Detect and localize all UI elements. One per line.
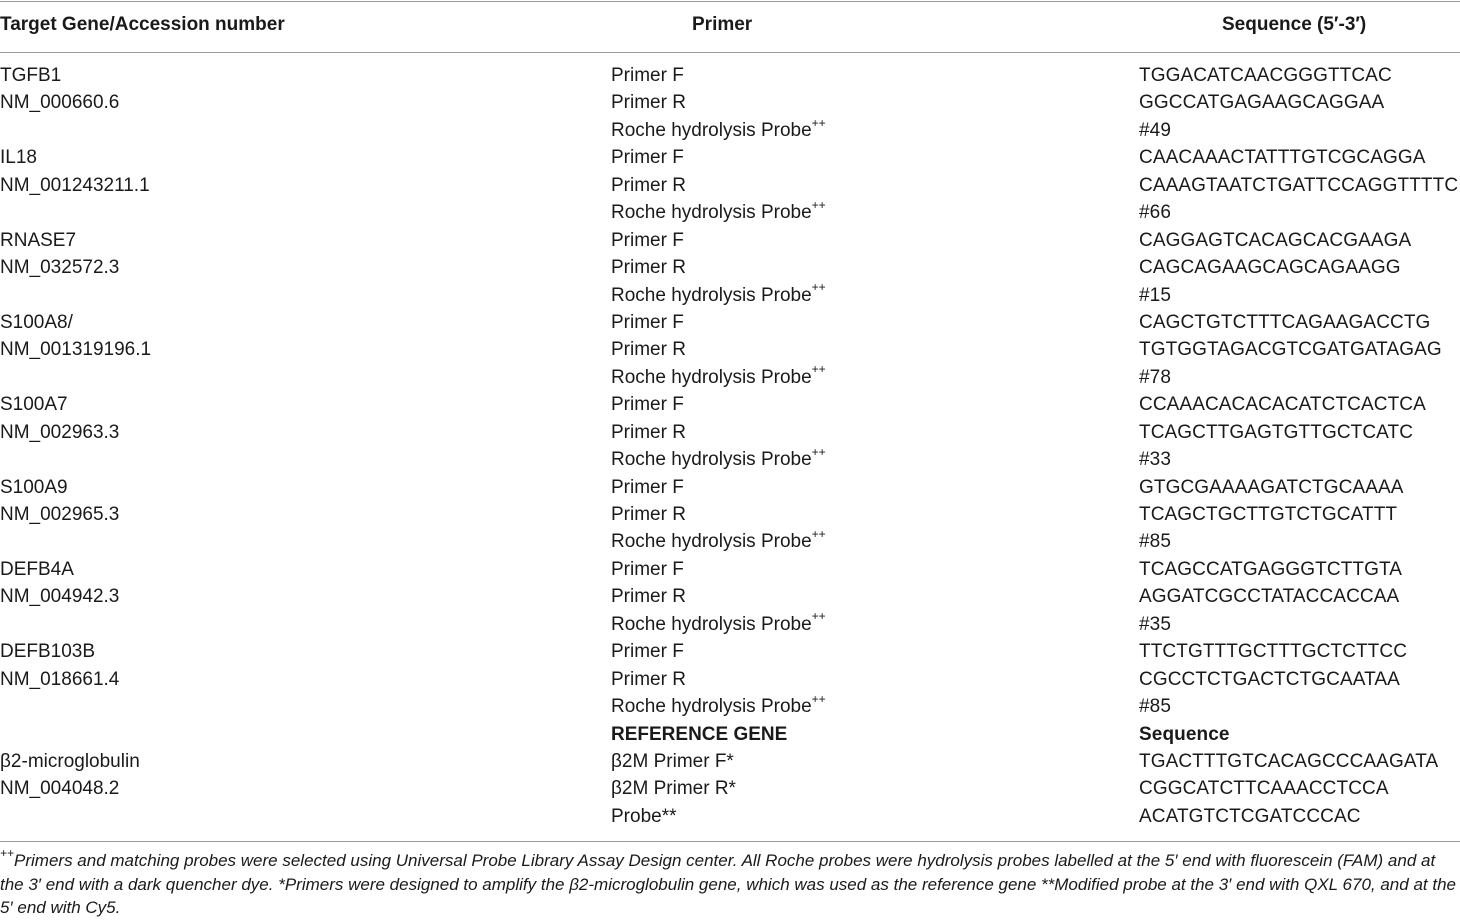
cell-gene: TGFB1 <box>0 65 62 86</box>
cell-primer <box>611 446 826 473</box>
cell-sequence: #15 <box>1139 284 1172 306</box>
table-row <box>0 528 1460 555</box>
cell-primer <box>611 254 686 281</box>
table-row <box>0 227 1460 254</box>
cell-primer <box>611 501 686 528</box>
cell-sequence: CAGCAGAAGCAGCAGAAGG <box>1139 257 1401 279</box>
cell-sequence: CGCCTCTGACTCTGCAATAA <box>1139 668 1400 690</box>
cell-gene: NM_000660.6 <box>0 92 120 114</box>
cell-sequence: CCAAACACACACATCTCACTCA <box>1139 394 1426 416</box>
table-row <box>0 89 1460 116</box>
table-header <box>0 14 1460 40</box>
cell-gene: NM_001319196.1 <box>0 339 152 361</box>
table-row <box>0 364 1460 391</box>
table-row <box>0 583 1460 610</box>
cell-sequence: #66 <box>1139 202 1172 224</box>
cell-gene: NM_018661.4 <box>0 668 120 690</box>
cell-primer-text: Primer F <box>611 65 684 86</box>
cell-sequence: TGTGGTAGACGTCGATGATAGAG <box>1139 339 1442 361</box>
cell-primer-text: Roche hydrolysis Probe <box>611 696 812 718</box>
footnote-marker: ++ <box>0 846 15 861</box>
cell-sequence: GGCCATGAGAAGCAGGAA <box>1139 92 1385 114</box>
cell-primer-text: Primer R <box>611 504 686 525</box>
cell-gene: NM_004942.3 <box>0 586 120 608</box>
cell-primer-text: Roche hydrolysis Probe <box>611 202 812 224</box>
table-row <box>0 803 1460 830</box>
cell-primer-text: Primer R <box>611 586 686 608</box>
table-row <box>0 254 1460 281</box>
cell-primer-sup: ++ <box>811 115 826 130</box>
cell-gene: IL18 <box>0 147 37 169</box>
cell-sequence: CAGGAGTCACAGCACGAAGA <box>1139 229 1412 251</box>
cell-primer-text: Primer R <box>611 421 686 443</box>
cell-primer <box>611 775 736 802</box>
cell-gene: NM_002965.3 <box>0 504 120 525</box>
cell-primer-sup: ++ <box>811 280 826 295</box>
cell-sequence: CAGCTGTCTTTCAGAAGACCTG <box>1139 311 1431 333</box>
cell-primer <box>611 227 684 254</box>
table-row <box>0 721 1460 748</box>
cell-primer-text: Primer R <box>611 668 686 690</box>
cell-primer-sup: ++ <box>811 362 826 377</box>
header-gene: Target Gene/Accession number <box>0 14 285 35</box>
cell-sequence: #85 <box>1139 531 1172 553</box>
cell-primer <box>611 474 684 501</box>
cell-gene: RNASE7 <box>0 229 77 251</box>
cell-primer <box>611 803 677 830</box>
cell-gene: S100A8/ <box>0 311 73 333</box>
table-row <box>0 117 1460 144</box>
cell-gene: S100A7 <box>0 394 68 416</box>
cell-primer <box>611 419 686 446</box>
cell-sequence: Sequence <box>1139 723 1230 745</box>
cell-sequence: #49 <box>1139 119 1172 141</box>
cell-primer-text: Primer R <box>611 257 686 279</box>
footnote-text: Primers and matching probes were selected using Universal Probe Library Assay Design center. All Roche probes were hydrolysis probes labelled at the 5′ end with fluorescein (FAM) and at the 3′ end with a dark quencher dye. *Primers were designed to amplify the β2-microglobulin gene, which was used as the reference gene **Modified probe at the 3′ end with QXL 670, and at the 5′ end with Cy5. <box>0 851 1456 917</box>
cell-primer-text: Primer F <box>611 641 684 663</box>
cell-gene: β2-microglobulin <box>0 750 140 772</box>
cell-gene: S100A9 <box>0 476 68 498</box>
cell-primer <box>611 309 684 336</box>
cell-primer-text: Primer F <box>611 147 684 169</box>
cell-primer-text: β2M Primer F* <box>611 750 734 772</box>
cell-primer <box>611 638 684 665</box>
header-primer: Primer <box>692 14 753 35</box>
cell-primer <box>611 611 826 638</box>
cell-primer <box>611 666 686 693</box>
cell-primer <box>611 391 684 418</box>
cell-primer <box>611 117 826 144</box>
cell-sequence: GTGCGAAAAGATCTGCAAAA <box>1139 476 1404 498</box>
cell-gene: NM_001243211.1 <box>0 174 150 196</box>
cell-primer-text: Roche hydrolysis Probe <box>611 449 812 471</box>
cell-primer-sup: ++ <box>811 609 826 624</box>
cell-gene: DEFB4A <box>0 558 74 580</box>
cell-primer-text: Primer R <box>611 174 686 196</box>
cell-sequence: #85 <box>1139 696 1172 718</box>
cell-primer <box>611 721 787 748</box>
cell-primer-text: Roche hydrolysis Probe <box>611 531 812 553</box>
cell-primer-sup: ++ <box>811 527 826 542</box>
cell-gene: DEFB103B <box>0 641 96 663</box>
table-row <box>0 336 1460 363</box>
cell-primer-text: Primer R <box>611 92 686 114</box>
cell-primer <box>611 336 686 363</box>
cell-primer <box>611 364 826 391</box>
table-body <box>0 62 1460 830</box>
cell-sequence: CGGCATCTTCAAACCTCCA <box>1139 778 1389 800</box>
cell-primer-text: Primer F <box>611 558 684 580</box>
table-header-rule <box>0 52 1460 53</box>
cell-primer-text: Primer R <box>611 339 686 361</box>
table-row <box>0 474 1460 501</box>
cell-primer-text: Primer F <box>611 394 684 416</box>
table-row <box>0 556 1460 583</box>
table-row <box>0 62 1460 89</box>
cell-primer <box>611 89 686 116</box>
table-row <box>0 693 1460 720</box>
cell-sequence: TCAGCTTGAGTGTTGCTCATC <box>1139 421 1414 443</box>
cell-sequence: #78 <box>1139 366 1172 388</box>
cell-primer-text: Roche hydrolysis Probe <box>611 284 812 306</box>
table-row <box>0 748 1460 775</box>
cell-sequence: TTCTGTTTGCTTTGCTCTTCC <box>1139 641 1408 663</box>
table-row <box>0 172 1460 199</box>
cell-sequence: TGACTTTGTCACAGCCCAAGATA <box>1139 750 1439 772</box>
table-row <box>0 199 1460 226</box>
cell-primer <box>611 144 684 171</box>
cell-primer-text: Roche hydrolysis Probe <box>611 613 812 635</box>
cell-gene: NM_004048.2 <box>0 778 120 800</box>
cell-primer-text: β2M Primer R* <box>611 778 736 800</box>
table-row <box>0 419 1460 446</box>
table-bottom-rule <box>0 841 1460 842</box>
table-row <box>0 446 1460 473</box>
cell-sequence: TCAGCTGCTTGTCTGCATTT <box>1139 504 1398 525</box>
cell-primer <box>611 693 826 720</box>
cell-primer-text: Probe** <box>611 805 677 827</box>
cell-primer <box>611 583 686 610</box>
cell-primer <box>611 172 686 199</box>
cell-sequence: CAACAAACTATTTGTCGCAGGA <box>1139 147 1426 169</box>
table-row <box>0 282 1460 309</box>
cell-primer <box>611 199 826 226</box>
cell-primer-text: Roche hydrolysis Probe <box>611 119 812 141</box>
cell-sequence: ACATGTCTCGATCCCAC <box>1139 805 1361 827</box>
table-row <box>0 638 1460 665</box>
cell-gene: NM_032572.3 <box>0 257 120 279</box>
cell-primer-text: REFERENCE GENE <box>611 723 788 745</box>
table-footnote <box>0 846 1460 920</box>
cell-primer <box>611 556 684 583</box>
cell-primer-sup: ++ <box>811 691 826 706</box>
table-row <box>0 775 1460 802</box>
cell-primer-text: Roche hydrolysis Probe <box>611 366 812 388</box>
table-row <box>0 611 1460 638</box>
cell-primer-sup: ++ <box>811 197 826 212</box>
cell-primer <box>611 62 684 89</box>
cell-primer-text: Primer F <box>611 476 684 498</box>
header-sequence: Sequence (5′-3′) <box>1222 14 1367 35</box>
cell-primer-text: Primer F <box>611 229 684 251</box>
table-row <box>0 309 1460 336</box>
cell-gene: NM_002963.3 <box>0 421 120 443</box>
table-row <box>0 666 1460 693</box>
cell-primer-sup: ++ <box>811 444 826 459</box>
cell-primer-text: Primer F <box>611 311 684 333</box>
cell-sequence: #35 <box>1139 613 1172 635</box>
cell-sequence: TCAGCCATGAGGGTCTTGTA <box>1139 558 1403 580</box>
table-row <box>0 144 1460 171</box>
cell-sequence: TGGACATCAACGGGTTCAC <box>1139 65 1392 86</box>
cell-primer <box>611 748 734 775</box>
table-row <box>0 391 1460 418</box>
cell-primer <box>611 528 826 555</box>
table-row <box>0 501 1460 528</box>
cell-sequence: #33 <box>1139 449 1172 471</box>
cell-primer <box>611 282 826 309</box>
table-top-rule <box>0 1 1460 2</box>
cell-sequence: CAAAGTAATCTGATTCCAGGTTTTC <box>1139 174 1459 196</box>
cell-sequence: AGGATCGCCTATACCACCAA <box>1139 586 1400 608</box>
